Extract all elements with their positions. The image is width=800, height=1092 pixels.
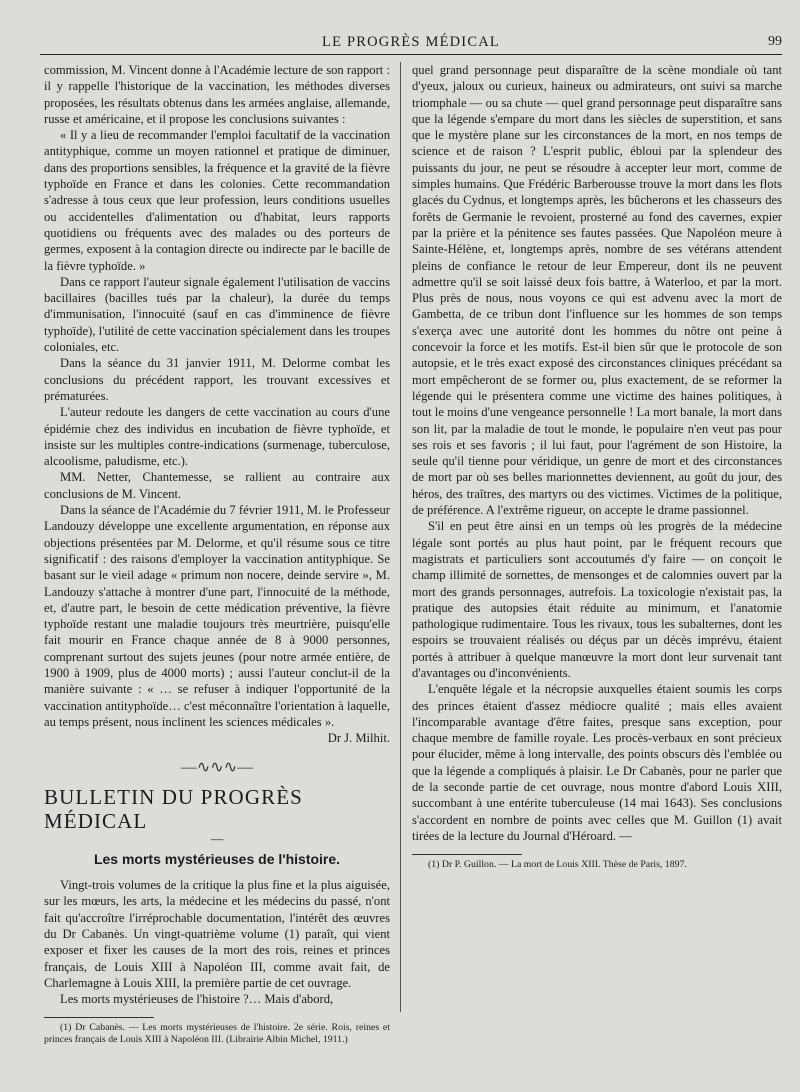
right-column bbox=[412, 62, 782, 871]
paragraph: S'il en peut être ainsi en un temps où les progrès de la médecine légale sont portés au plus haut point, par le fréquent recours que magistrats et particuliers sont accoutumés d'y faire — on conçoit le champ illimité de sornettes, de mensonges et de calomnies ouvert par la mort des grands personnages, autrefois. La toxicologie n'existait pas, la pratique des autopsies était réduite au minimum, et l'anatomie pathologique rudimentaire. Tous les rivaux, tous les subalternes, dont les espoirs se trouvaient réalisés ou déçus par un décès imprévu, étaient portés à attribuer à quelque manœuvre la mort dont leur survenait tant d'avantages ou d'inconvénients. bbox=[412, 519, 782, 680]
footnote-rule bbox=[44, 1017, 154, 1018]
paragraph: Dans la séance de l'Académie du 7 février 1911, M. le Professeur Landouzy développe une excellente argumentation, en réponse aux objections présentées par M. Delorme, et qu'il résume sous ce titre significatif : des raisons d'employer la vaccination antityphique. Se basant sur le vieil adage « primum non nocere, deinde servire », M. Landouzy s'attache à montrer d'une part, l'innocuité de la méthode, et, d'autre part, le besoin de cette médication préventive, la fièvre typhoïde restant une maladie toujours très meurtrière, puisqu'elle fait mourir en France chaque année de 8 à 9000 personnes, comprenant surtout des sujets jeunes (pour notre armée entière, de 1900 à 1909, plus de 4000 morts) ; aussi l'auteur conclut-il de la manière suivante : « … se refuser à indiquer l'opportunité de la vaccination antityphoïde… c'est méconnaître l'orientation à laquelle, au temps présent, nous inclinent les sciences médicales ». bbox=[44, 503, 390, 729]
footnote: (1) Dr Cabanès. — Les morts mystérieuses de l'histoire. 2e série. Rois, reines et princes français de Louis XIII à Napoléon III. (Librairie Albin Michel, 1911.) bbox=[44, 1022, 390, 1046]
running-header bbox=[40, 30, 782, 55]
paragraph: commission, M. Vincent donne à l'Académie lecture de son rapport : il y rappelle l'historique de la vaccination, les méthodes diverses proposées, les résultats obtenus dans les armées anglaise, allemande, russe et américaine, et il propose les conclusions suivantes : bbox=[44, 63, 390, 126]
paragraph: MM. Netter, Chantemesse, se rallient au contraire aux conclusions de M. Vincent. bbox=[44, 470, 390, 501]
article-title: Les morts mystérieuses de l'histoire. bbox=[93, 850, 341, 867]
paragraph: Les morts mystérieuses de l'histoire ?… Mais d'abord, bbox=[60, 992, 334, 1007]
paragraph: Dans ce rapport l'auteur signale également l'utilisation de vaccins bacillaires (bacilles tués par la chaleur), la durée du temps d'immunisation, l'innocuité (sauf en cas d'imminence de fièvre typhoïde), l'utilité de cette vaccination spécialement dans les troupes coloniales, etc. bbox=[44, 274, 390, 355]
footnote: (1) Dr P. Guillon. — La mort de Louis XIII. Thèse de Paris, 1897. bbox=[428, 859, 687, 871]
heading-dash: — bbox=[210, 831, 224, 846]
paragraph: L'enquête légale et la nécropsie auxquelles étaient soumis les corps des princes étaient d'assez médiocre qualité ; mais elles avaient l'incomparable avantage d'être faites, presque sans exception, pour chaque membre de famille royale. Les procès-verbaux en sont précieux pour élucider, même à long intervalle, des points obscurs dès l'emblée ou que la légende a compliqués à plaisir. Le Dr Cabanès, pour ne parler que de la seconde partie de cet ouvrage, nous montre d'abord Louis XIII, succombant à une entérite tuberculeuse (14 mai 1643). Ses conclusions s'accordent en nombre de points avec celles que M. Guillon (1) avait tirées de la lecture du Journal d'Héroard. — bbox=[412, 682, 782, 843]
column-divider bbox=[400, 62, 401, 1012]
journal-title: LE PROGRÈS MÉDICAL bbox=[322, 34, 500, 50]
quoted-conclusion: « Il y a lieu de recommander l'emploi facultatif de la vaccination antityphique, comme un moyen rationnel et pratique de diminuer, dans des proportions sensibles, la fréquence et la gravité de la fièvre typhoïde en France et dans les colonies. Cette recommandation s'adresse à tous ceux que leur profession, leurs conditions usuelles ou accidentelles d'alimentation ou d'habitat, leurs rapports quotidiens ou fréquents avec des malades ou des porteurs de germes, exposent à la contagion directe ou indirecte par le bacille de la fièvre typhoïde. » bbox=[44, 128, 390, 273]
footnote-rule bbox=[412, 854, 522, 855]
paragraph: L'auteur redoute les dangers de cette vaccination au cours d'une épidémie chez des individus en incubation de fièvre typhoïde, et insiste sur les multiples contre-indications (surmenage, tuberculose, alcoolisme, paludisme, etc.). bbox=[44, 405, 390, 469]
paragraph: Dans la séance du 31 janvier 1911, M. Delorme combat les conclusions du précédent rapport, les trouvant excessives et prématurées. bbox=[44, 356, 390, 403]
paragraph: Vingt-trois volumes de la critique la plus fine et la plus aiguisée, sur les mœurs, les arts, la médecine et les médecins du passé, n'ont fait qu'accroître l'irréprochable documentation, l'intérêt des œuvres du Dr Cabanès. Un vingt-quatrième volume (1) paraît, qui vient exposer et fixer les causes de la mort des rois, reines et princes français, de Louis XIII à Napoléon III, comme avait fait, de Charlemagne à Louis XIII, la première partie de cet ouvrage. bbox=[44, 878, 390, 990]
author-signature: Dr J. Milhit. bbox=[327, 731, 390, 746]
section-heading: BULLETIN DU PROGRÈS MÉDICAL bbox=[44, 784, 303, 833]
left-column bbox=[44, 62, 390, 1046]
page-number: 99 bbox=[768, 34, 782, 49]
section-ornament: —∿∿∿— bbox=[180, 759, 254, 777]
paragraph: quel grand personnage peut disparaître de la scène mondiale où tant d'yeux, jaloux ou curieux, haineux ou admirateurs, ont suivi sa marche triomphale — ou sa chute — quel grand personnage peut disparaître sans que la légende s'empare du mort dans les siècles de superstition, et sans que le mystère plane sur les circonstances de la mort, en nos temps de science et de raison ? L'esprit public, ébloui par la splendeur des puissants du jour, ne peut se résoudre à accepter leur mort, comme de simples humains. Que Frédéric Barberousse trouve la mort dans les flots glacés du Cydnus, et longtemps après, les bûcherons et les chasseurs des forêts de Germanie le revoient, prosterné au fond des cavernes, expier par la prière et la pénitence ses fautes passées. Que Napoléon meure à Sainte-Hélène, et, longtemps après, nombre de ses vétérans attendent pleins de confiance le retour de leur Empereur, dont ils ne peuvent admettre qu'il se soit laissé deux fois battre, à Waterloo, et par la mort. Plus près de nous, nous voyons ce qui est advenu avec la mort de Gambetta, de ce tribun dont l'influence sur les hommes de son temps s'exerça avec une autorité dont les hommes du nôtre ont peine à concevoir la force et les motifs. Est-il bien sûr que le protocole de son autopsie, et le très exact exposé des circonstances cliniques précédant sa mort empêcheront de se former ou, plus exactement, de se reformer la légende qui le présentera comme une victime des haines politiques, à tout le moins d'une vengeance personnelle ! La mort banale, la mort dans son lit, par la maladie de tout le monde, le populaire n'en veut pas pour ses rois et ses favoris ; il lui faut, pour l'agrément de son Histoire, la seule qu'il tienne pour véridique, un genre de mort et des circonstances de mort par où ses belles marionnettes deviennent, au goût du jour, des héros, des traîtres, des martyrs ou des victimes. Victimes de la politique, de préférence. A l'extrême rigueur, on accepte le drame passionnel. bbox=[412, 63, 782, 518]
